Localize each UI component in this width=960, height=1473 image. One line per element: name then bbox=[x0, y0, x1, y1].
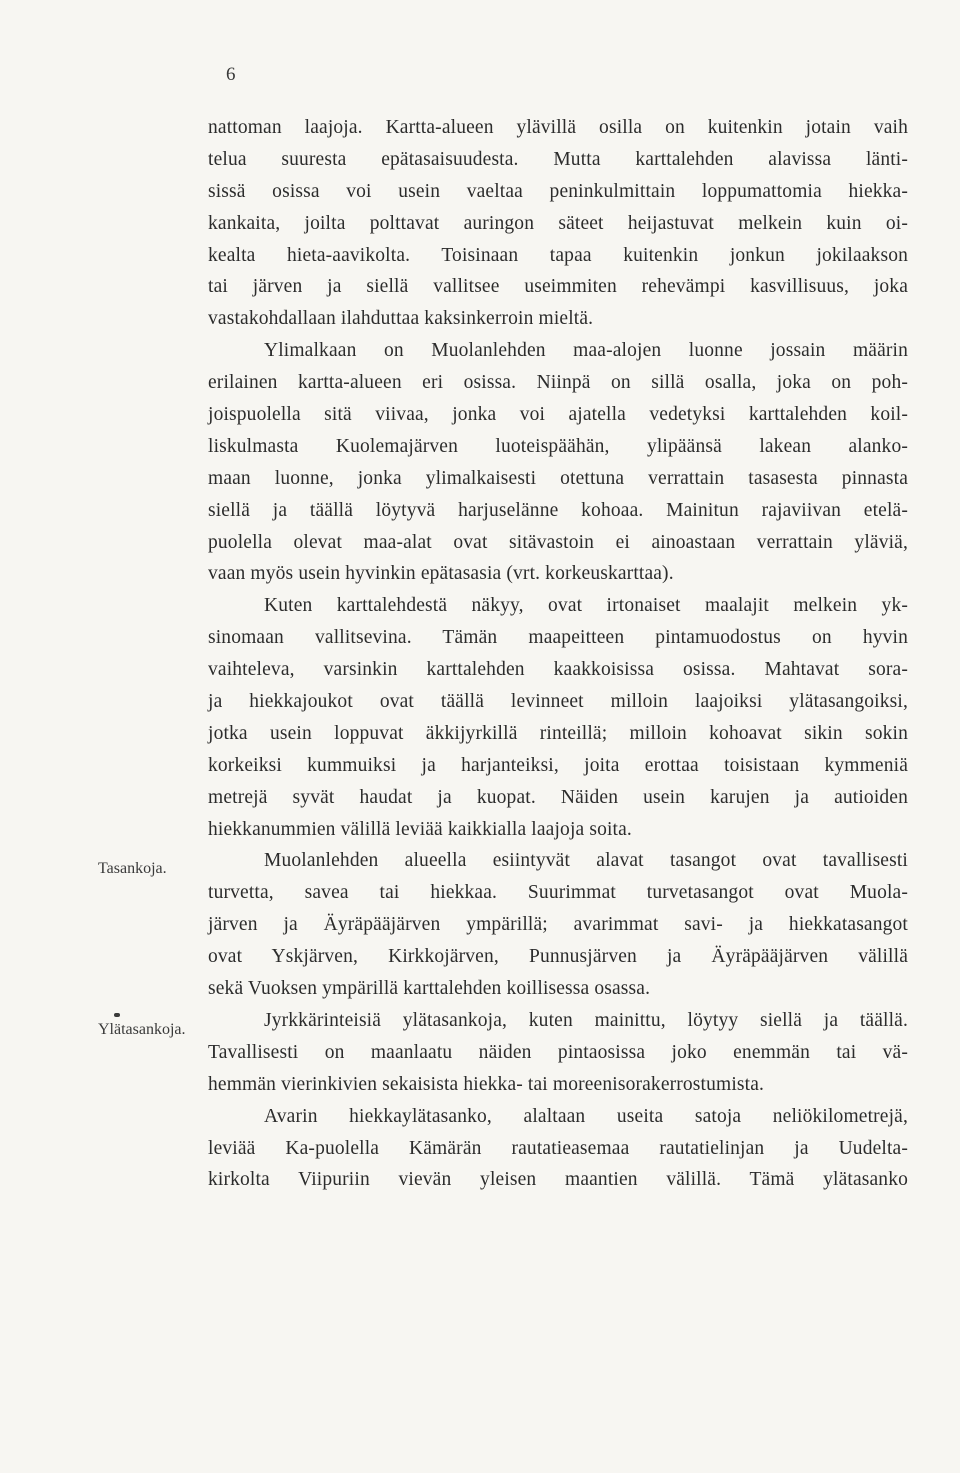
text-line: hemmän vierinkivien sekaisista hiekka- tai moreenisorakerrostumista. bbox=[208, 1073, 765, 1095]
text-line: ovat Yskjärven, Kirkkojärven, Punnusjärven ja Äyräpääjärven välillä bbox=[208, 946, 908, 968]
text-line: vaihteleva, varsinkin karttalehden kaakkoisissa osissa. Mahtavat sora- bbox=[208, 659, 908, 681]
text-line: Ylimalkaan on Muolanlehden maa-alojen luonne jossain määrin bbox=[264, 340, 908, 362]
page-number: 6 bbox=[226, 64, 236, 85]
text-line: järven ja Äyräpääjärven ympärillä; avarimmat savi- ja hiekkatasangot bbox=[208, 914, 908, 936]
text-line: turvetta, savea tai hiekkaa. Suurimmat turvetasangot ovat Muola- bbox=[208, 882, 908, 904]
text-line: jotka usein loppuvat äkkijyrkillä rinteillä; milloin kohoavat sikin sokin bbox=[208, 722, 908, 744]
text-line: Jyrkkärinteisiä ylätasankoja, kuten mainittu, löytyy siellä ja täällä. bbox=[264, 1009, 908, 1031]
text-line: kirkolta Viipuriin vievän yleisen maantien välillä. Tämä ylätasanko bbox=[208, 1169, 908, 1191]
text-line: liskulmasta Kuolemajärven luoteispäähän, ylipäänsä lakean alanko- bbox=[208, 435, 908, 457]
text-line: korkeiksi kummuiksi ja harjanteiksi, joita erottaa toisistaan kymmeniä bbox=[208, 754, 908, 776]
text-line: metrejä syvät haudat ja kuopat. Näiden usein karujen ja autioiden bbox=[208, 786, 908, 808]
body-text bbox=[208, 112, 908, 1196]
text-line: hiekkanummien välillä leviää kaikkialla laajoja soita. bbox=[208, 818, 632, 840]
text-line: tai järven ja siellä vallitsee useimmiten rehevämpi kasvillisuus, joka bbox=[208, 276, 908, 298]
margin-note-ylatasankoja: Ylätasankoja. bbox=[98, 1021, 186, 1038]
text-line: kealta hieta-aavikolta. Toisinaan tapaa kuitenkin jonkun jokilaakson bbox=[208, 244, 908, 266]
text-line: vaan myös usein hyvinkin epätasasia (vrt. korkeuskarttaa). bbox=[208, 563, 674, 585]
text-line: telua suuresta epätasaisuudesta. Mutta karttalehden alavissa länti- bbox=[208, 148, 908, 170]
text-line: nattoman laajoja. Kartta-alueen ylävillä osilla on kuitenkin jotain vaih bbox=[208, 117, 908, 138]
ink-speck bbox=[114, 1013, 120, 1017]
text-line: puolella olevat maa-alat ovat sitävastoin ei ainoastaan verrattain yläviä, bbox=[208, 531, 908, 553]
text-line: maan luonne, jonka ylimalkaisesti otettuna verrattain tasasesta pinnasta bbox=[208, 467, 908, 489]
text-line: vastakohdallaan ilahduttaa kaksinkerroin mieltä. bbox=[208, 308, 594, 330]
text-line: ja hiekkajoukot ovat täällä levinneet milloin laajoiksi ylätasangoiksi, bbox=[208, 691, 908, 713]
text-line: sekä Vuoksen ympärillä karttalehden koillisessa osassa. bbox=[208, 978, 651, 1000]
text-line: Avarin hiekkaylätasanko, alaltaan useita satoja neliökilometrejä, bbox=[264, 1105, 908, 1127]
text-line: joispuolella sitä viivaa, jonka voi ajatella vedetyksi karttalehden koil- bbox=[208, 404, 908, 426]
text-line: erilainen kartta-alueen eri osissa. Niinpä on sillä osalla, joka on poh- bbox=[208, 372, 908, 394]
text-line: siellä ja täällä löytyvä harjuselänne kohoaa. Mainitun rajaviivan etelä- bbox=[208, 499, 908, 521]
text-line: Kuten karttalehdestä näkyy, ovat irtonaiset maalajit melkein yk- bbox=[264, 595, 908, 617]
text-line: Muolanlehden alueella esiintyvät alavat tasangot ovat tavallisesti bbox=[264, 850, 908, 872]
text-line: kankaita, joilta polttavat auringon säteet heijastuvat melkein kuin oi- bbox=[208, 212, 908, 234]
text-line: sissä osissa voi usein vaeltaa peninkulmittain loppumattomia hiekka- bbox=[208, 180, 908, 202]
text-line: sinomaan vallitsevina. Tämän maapeitteen pintamuodostus on hyvin bbox=[208, 627, 908, 649]
text-line: Tavallisesti on maanlaatu näiden pintaosissa joko enemmän tai vä- bbox=[208, 1041, 908, 1063]
margin-note-tasankoja: Tasankoja. bbox=[98, 860, 167, 877]
text-line: leviää Ka-puolella Kämärän rautatieasemaa rautatielinjan ja Uudelta- bbox=[208, 1137, 908, 1159]
